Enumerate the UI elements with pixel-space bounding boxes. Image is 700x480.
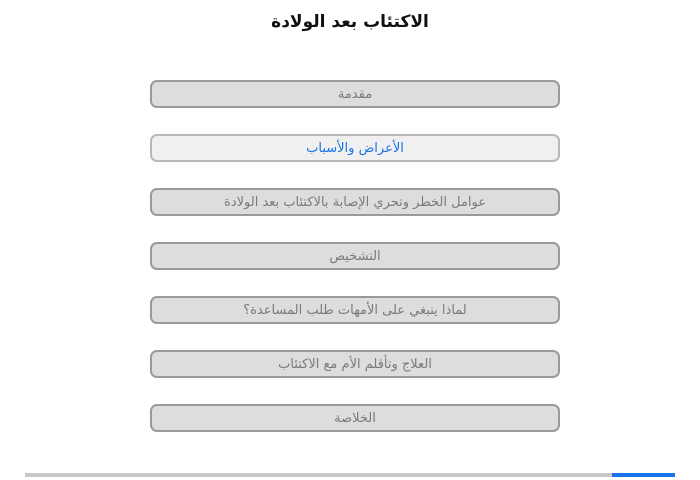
progress-bar bbox=[25, 473, 675, 477]
menu-item-label: عوامل الخطر وتحري الإصابة بالاكتئاب بعد الولادة bbox=[224, 194, 486, 210]
menu-item-treatment[interactable] bbox=[150, 350, 560, 378]
menu-item-symptoms-causes[interactable] bbox=[150, 134, 560, 162]
menu-item-risk-factors[interactable] bbox=[150, 188, 560, 216]
progress-fill bbox=[612, 473, 675, 477]
menu-item-label: الخلاصة bbox=[334, 410, 376, 426]
menu-item-label: لماذا ينبغي على الأمهات طلب المساعدة؟ bbox=[243, 302, 467, 318]
chapter-menu bbox=[150, 80, 560, 458]
menu-item-label: التشخيص bbox=[329, 248, 381, 264]
menu-item-label: مقدمة bbox=[337, 86, 373, 102]
menu-item-seek-help[interactable] bbox=[150, 296, 560, 324]
menu-item-diagnosis[interactable] bbox=[150, 242, 560, 270]
menu-item-introduction[interactable] bbox=[150, 80, 560, 108]
menu-item-label: العلاج وتأقلم الأم مع الاكتئاب bbox=[278, 356, 432, 372]
menu-item-label: الأعراض والأسباب bbox=[306, 140, 404, 156]
menu-item-summary[interactable] bbox=[150, 404, 560, 432]
page-title: الاكتئاب بعد الولادة bbox=[271, 12, 429, 32]
